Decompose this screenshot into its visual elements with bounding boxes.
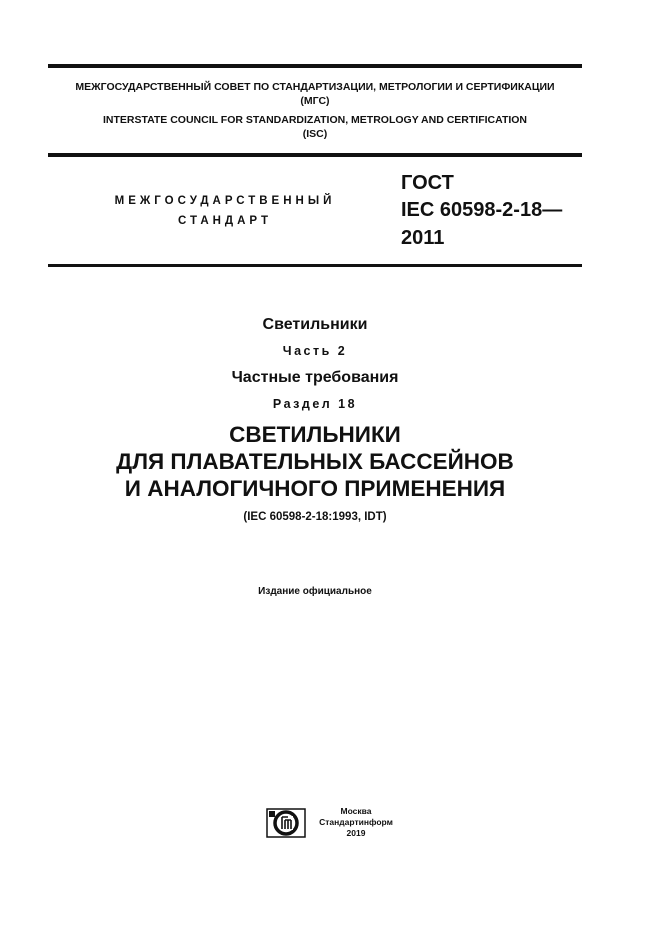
standard-designation-line3: 2011 bbox=[401, 227, 445, 249]
title-special-requirements: Частные требования bbox=[231, 369, 399, 386]
title-part: Часть 2 bbox=[282, 344, 348, 358]
title-heading bbox=[48, 421, 582, 502]
edition-note: Издание официальное bbox=[258, 586, 372, 597]
title-section: Раздел 18 bbox=[272, 397, 358, 411]
standard-kind-line1: МЕЖГОСУДАРСТВЕННЫЙ bbox=[114, 195, 336, 207]
title-heading-line3: И АНАЛОГИЧНОГО ПРИМЕНЕНИЯ bbox=[124, 476, 506, 501]
standartinform-logo-icon bbox=[266, 808, 306, 838]
top-rule bbox=[48, 64, 582, 68]
middle-rule bbox=[48, 153, 582, 157]
bottom-rule bbox=[48, 264, 582, 267]
title-main: Светильники bbox=[262, 316, 368, 333]
title-heading-line2: ДЛЯ ПЛАВАТЕЛЬНЫХ БАССЕЙНОВ bbox=[116, 449, 514, 474]
council-abbr-ru: (МГС) bbox=[300, 95, 330, 107]
iec-reference: (IEC 60598-2-18:1993, IDT) bbox=[243, 511, 387, 523]
publisher-name: Стандартинформ bbox=[319, 817, 393, 827]
title-heading-line1: СВЕТИЛЬНИКИ bbox=[229, 422, 401, 447]
standard-designation-line2: IEC 60598-2-18— bbox=[401, 199, 563, 221]
publisher-year: 2019 bbox=[346, 828, 366, 838]
standard-designation-line1: ГОСТ bbox=[401, 172, 454, 194]
publisher-city: Москва bbox=[340, 806, 372, 816]
council-name-en: INTERSTATE COUNCIL FOR STANDARDIZATION, METROLOGY AND CERTIFICATION bbox=[102, 114, 528, 126]
council-abbr-en: (ISC) bbox=[302, 128, 328, 140]
standard-kind-line2: СТАНДАРТ bbox=[178, 215, 272, 227]
council-name-ru: МЕЖГОСУДАРСТВЕННЫЙ СОВЕТ ПО СТАНДАРТИЗАЦИИ, МЕТРОЛОГИИ И СЕРТИФИКАЦИИ bbox=[75, 81, 555, 93]
